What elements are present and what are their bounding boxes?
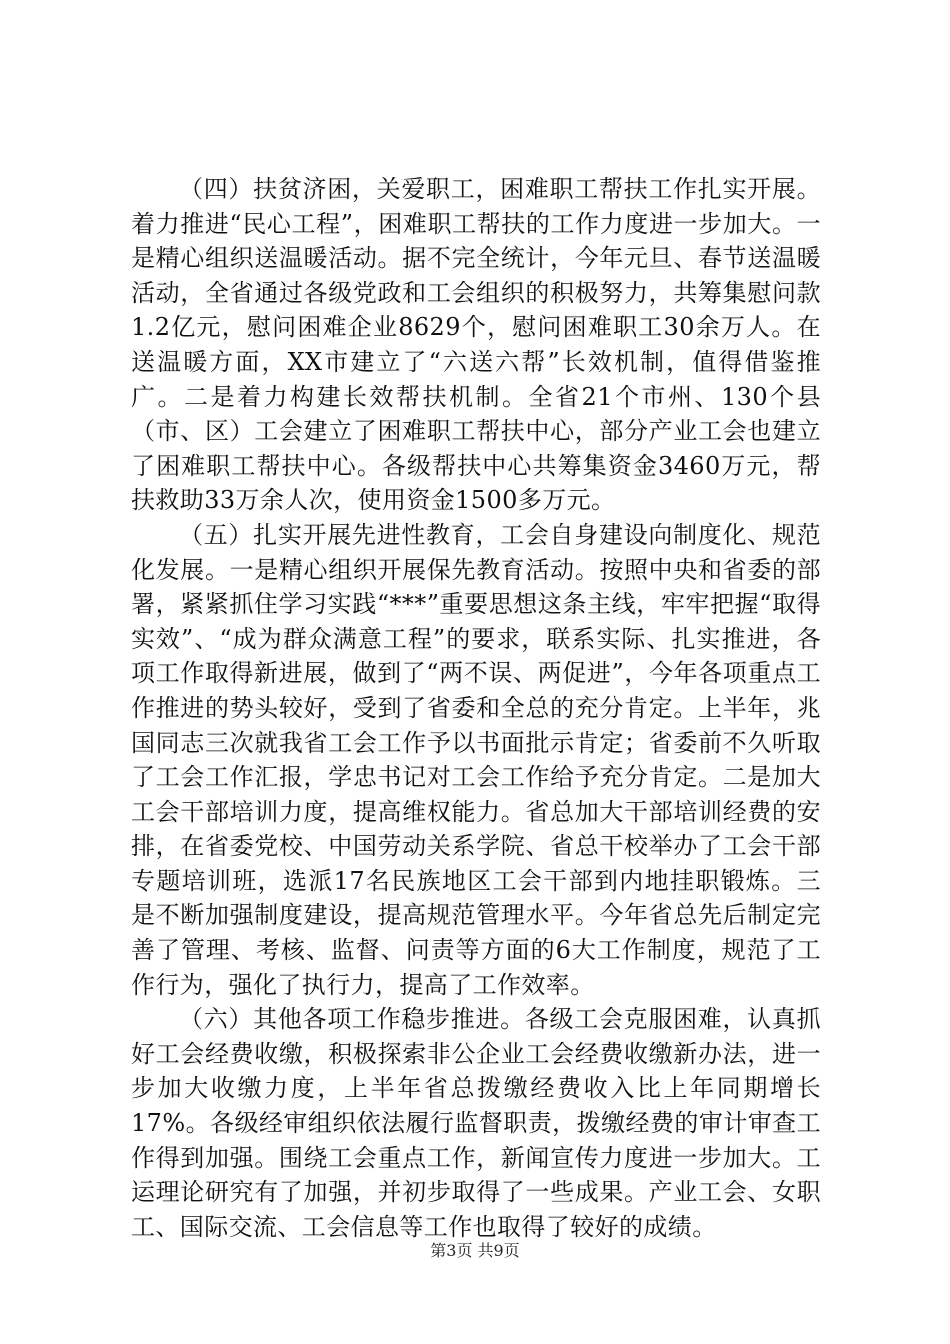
- paragraph-other-work: （六）其他各项工作稳步推进。各级工会克服困难，认真抓好工会经费收缴，积极探索非公企业工会经费收缴新办法，进一步加大收缴力度，上半年省总拨缴经费收入比上年同期增长17%。各级经审组织依法履行监督职责，拨缴经费的审计审查工作得到加强。围绕工会重点工作，新闻宣传力度进一步加大。工运理论研究有了加强，并初步取得了一些成果。产业工会、女职工、国际交流、工会信息等工作也取得了较好的成绩。: [131, 1005, 821, 1241]
- paragraph-poverty-relief: （四）扶贫济困，关爱职工，困难职工帮扶工作扎实开展。着力推进“民心工程”，困难职工帮扶的工作力度进一步加大。一是精心组织送温暖活动。据不完全统计，今年元旦、春节送温暖活动，全省通过各级党政和工会组织的积极努力，共筹集慰问款1.2亿元，慰问困难企业8629个，慰问困难职工30余万人。在送温暖方面，XX市建立了“六送六帮”长效机制，值得借鉴推广。二是着力构建长效帮扶机制。全省21个市州、130个县（市、区）工会建立了困难职工帮扶中心，部分产业工会也建立了困难职工帮扶中心。各级帮扶中心共筹集资金3460万元，帮扶救助33万余人次，使用资金1500多万元。: [131, 175, 821, 515]
- paragraph-advanced-education: （五）扎实开展先进性教育，工会自身建设向制度化、规范化发展。一是精心组织开展保先教育活动。按照中央和省委的部署，紧紧抓住学习实践“***”重要思想这条主线，牢牢把握“取得实效”、“成为群众满意工程”的要求，联系实际、扎实推进，各项工作取得新进展，做到了“两不误、两促进”，今年各项重点工作推进的势头较好，受到了省委和全总的充分肯定。上半年，兆国同志三次就我省工会工作予以书面批示肯定；省委前不久听取了工会工作汇报，学忠书记对工会工作给予充分肯定。二是加大工会干部培训力度，提高维权能力。省总加大干部培训经费的安排，在省委党校、中国劳动关系学院、省总干校举办了工会干部专题培训班，选派17名民族地区工会干部到内地挂职锻炼。三是不断加强制度建设，提高规范管理水平。今年省总先后制定完善了管理、考核、监督、问责等方面的6大工作制度，规范了工作行为，强化了执行力，提高了工作效率。: [131, 520, 821, 999]
- document-body: [131, 172, 821, 1244]
- page-number-footer: 第3页 共9页: [430, 1241, 520, 1260]
